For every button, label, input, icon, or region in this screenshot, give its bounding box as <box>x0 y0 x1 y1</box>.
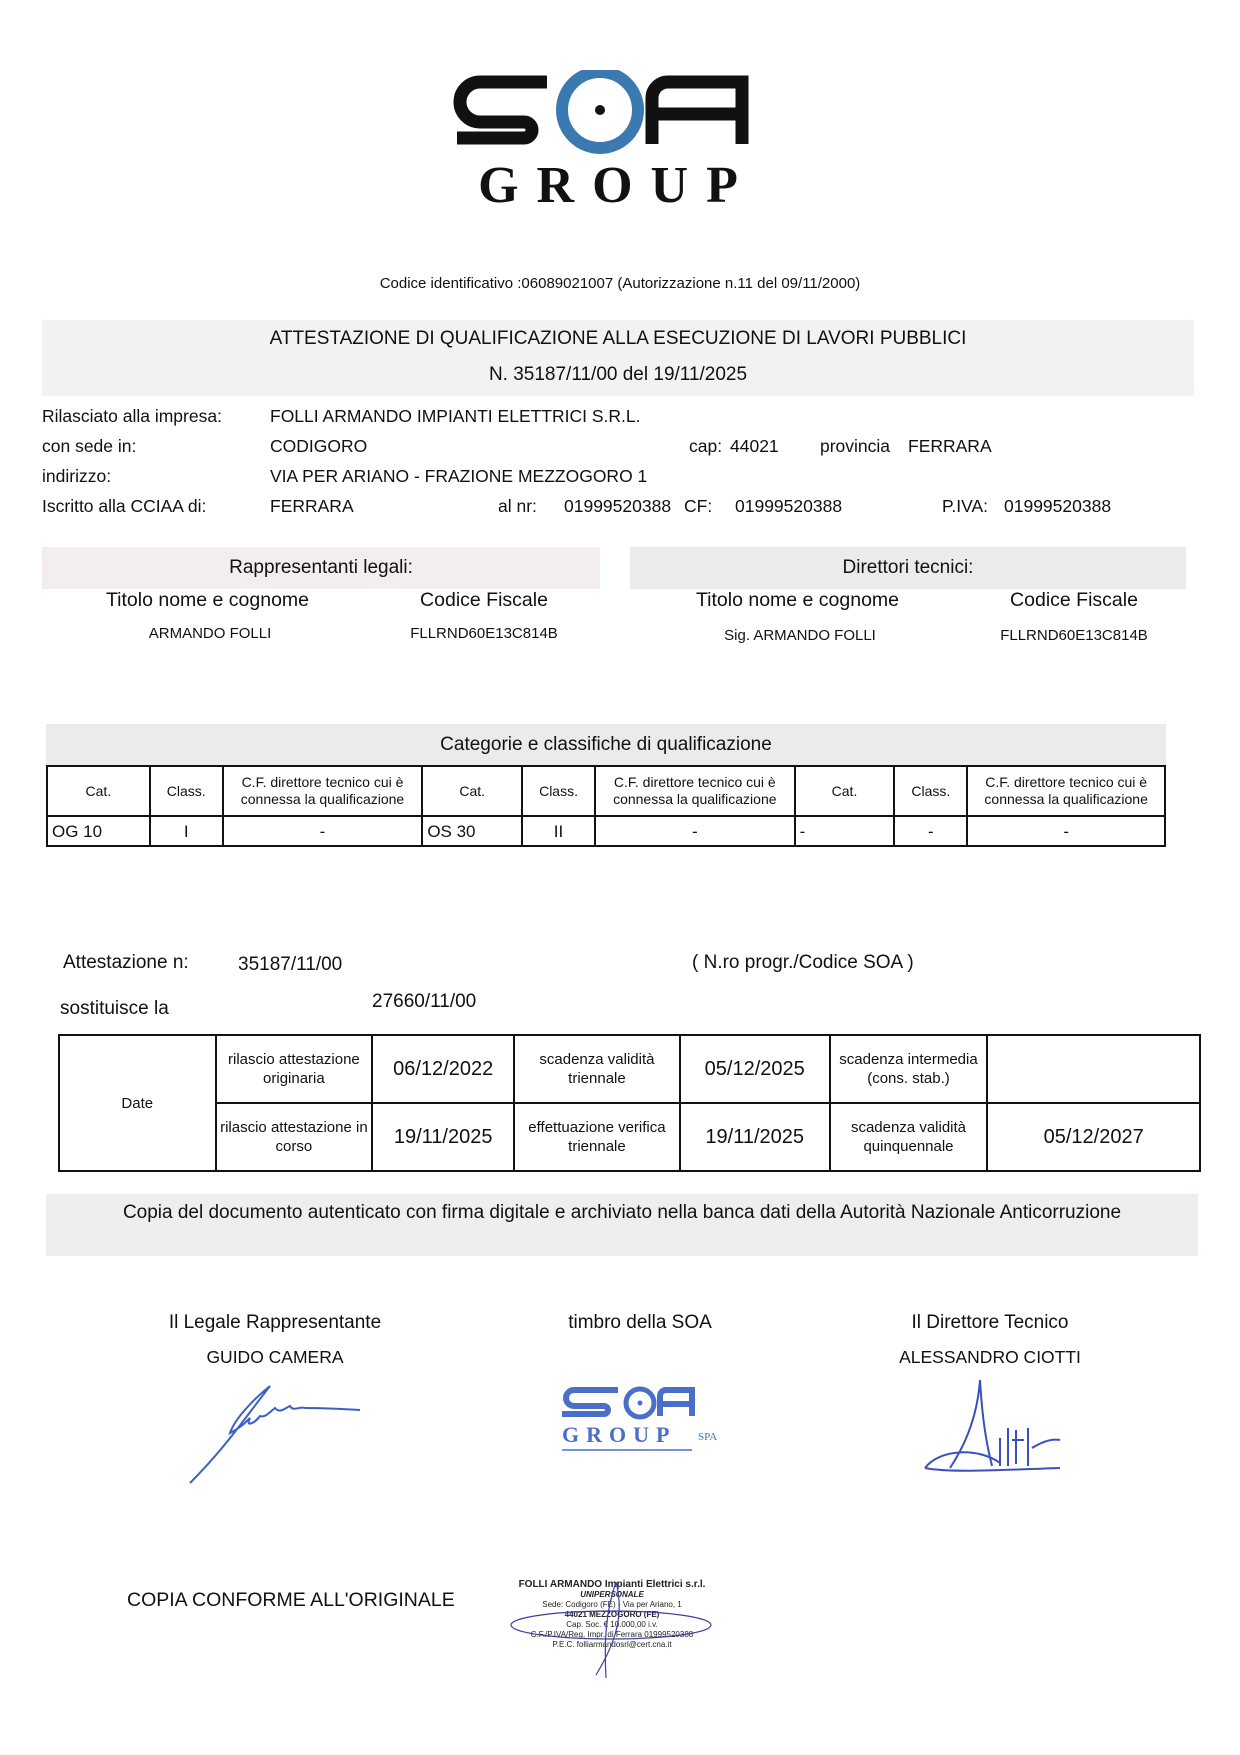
legal-rep-cf: FLLRND60E13C814B <box>410 625 558 642</box>
label-provincia: provincia <box>820 436 891 456</box>
attestation-number: 35187/11/00 <box>238 954 343 975</box>
company-info <box>0 0 1240 520</box>
label-cap: cap: <box>689 436 723 456</box>
col-header: Cat. <box>795 766 895 816</box>
dates-table <box>58 1034 1201 1172</box>
soa-stamp-icon <box>560 1384 730 1454</box>
date-value: 06/12/2022 <box>372 1035 514 1103</box>
date-label: scadenza validità triennale <box>514 1035 680 1103</box>
categories-header-row <box>47 766 1165 816</box>
legal-rep-title: Il Legale Rappresentante <box>168 1312 382 1333</box>
company-nr: 01999520388 <box>564 496 672 516</box>
soa-stamp-title: timbro della SOA <box>568 1312 712 1333</box>
document-number: N. 35187/11/00 del 19/11/2025 <box>488 364 748 385</box>
tech-director-title: Il Direttore Tecnico <box>911 1312 1069 1333</box>
replaces-number: 27660/11/00 <box>372 991 477 1012</box>
attestation-label: Attestazione n: <box>63 952 189 973</box>
authorization-code-line: Codice identificativo :06089021007 (Autorizzazione n.11 del 09/11/2000) <box>379 275 861 292</box>
tech-director-signature-icon <box>920 1378 1070 1483</box>
anac-notice: Copia del documento autenticato con firma digitale e archiviato nella banca dati della Autorità Nazionale Anticorruzione <box>46 1194 1198 1256</box>
label-sede: con sede in: <box>42 436 137 456</box>
company-provincia: FERRARA <box>908 436 992 456</box>
label-impresa: Rilasciato alla impresa: <box>42 406 222 426</box>
company-cf: 01999520388 <box>735 496 843 516</box>
stamp-signature-icon <box>506 1580 716 1680</box>
col-header: Class. <box>894 766 967 816</box>
category-cell: - <box>795 816 895 846</box>
cf-cell: - <box>595 816 795 846</box>
label-cciaa: Iscritto alla CCIAA di: <box>42 496 207 516</box>
tech-director-signer: ALESSANDRO CIOTTI <box>899 1347 1081 1367</box>
stamp-line: Sede: Codigoro (FE) - Via per Ariano, 1 <box>542 1600 682 1609</box>
label-piva: P.IVA: <box>942 496 989 516</box>
dates-row <box>59 1103 1200 1171</box>
cf-cell: - <box>223 816 423 846</box>
date-label: rilascio attestazione originaria <box>216 1035 373 1103</box>
col-header: C.F. direttore tecnico cui è connessa la qualificazione <box>967 766 1165 816</box>
tech-director-cf: FLLRND60E13C814B <box>1000 627 1148 644</box>
categories-title: Categorie e classifiche di qualificazione <box>46 724 1166 765</box>
svg-text:SPA: SPA <box>698 1431 718 1443</box>
class-cell: II <box>522 816 595 846</box>
document-title: ATTESTAZIONE DI QUALIFICAZIONE ALLA ESECUZIONE DI LAVORI PUBBLICI <box>269 328 967 349</box>
table-row <box>47 816 1165 846</box>
company-cciaa: FERRARA <box>270 496 354 516</box>
legal-reps-header: Rappresentanti legali: <box>42 547 600 589</box>
company-stamp <box>512 1580 712 1675</box>
company-address: VIA PER ARIANO - FRAZIONE MEZZOGORO 1 <box>270 466 648 486</box>
date-value: 05/12/2025 <box>680 1035 830 1103</box>
stamp-line: Cap. Soc. € 10.000,00 i.v. <box>566 1620 658 1629</box>
label-indirizzo: indirizzo: <box>42 466 112 486</box>
copy-conforme-label: COPIA CONFORME ALL'ORIGINALE <box>127 1589 455 1611</box>
date-label: scadenza intermedia (cons. stab.) <box>830 1035 988 1103</box>
class-cell: I <box>150 816 223 846</box>
class-cell: - <box>894 816 967 846</box>
stamp-line: 44021 MEZZOGORO (FE) <box>564 1610 660 1619</box>
category-cell: OG 10 <box>47 816 150 846</box>
date-label: scadenza validità quinquennale <box>830 1103 988 1171</box>
company-piva: 01999520388 <box>1004 496 1112 516</box>
col-header: Class. <box>522 766 595 816</box>
date-value: 19/11/2025 <box>680 1103 830 1171</box>
legal-rep-signature-icon <box>185 1378 365 1493</box>
legal-col-name: Titolo nome e cognome <box>105 589 310 611</box>
category-cell: OS 30 <box>422 816 522 846</box>
col-header: Class. <box>150 766 223 816</box>
legal-rep-signer: GUIDO CAMERA <box>206 1347 344 1367</box>
col-header: C.F. direttore tecnico cui è connessa la qualificazione <box>223 766 423 816</box>
svg-text:GROUP: GROUP <box>478 157 756 210</box>
svg-text:GROUP: GROUP <box>562 1422 677 1447</box>
col-header: Cat. <box>47 766 150 816</box>
company-name: FOLLI ARMANDO IMPIANTI ELETTRICI S.R.L. <box>270 406 641 426</box>
categories-table <box>46 765 1166 847</box>
dates-label: Date <box>59 1035 216 1171</box>
date-label: effettuazione verifica triennale <box>514 1103 680 1171</box>
date-label: rilascio attestazione in corso <box>216 1103 373 1171</box>
replaces-label: sostituisce la <box>60 998 169 1019</box>
label-cf: CF: <box>684 496 713 516</box>
cf-cell: - <box>967 816 1165 846</box>
company-city: CODIGORO <box>270 436 368 456</box>
tech-col-cf: Codice Fiscale <box>1010 589 1138 611</box>
col-header: Cat. <box>422 766 522 816</box>
legal-col-cf: Codice Fiscale <box>420 589 548 611</box>
company-cap: 44021 <box>730 436 779 456</box>
tech-director-name: Sig. ARMANDO FOLLI <box>724 627 876 644</box>
attestation-code-note: ( N.ro progr./Codice SOA ) <box>692 952 914 973</box>
dates-row <box>59 1035 1200 1103</box>
tech-directors-header: Direttori tecnici: <box>630 547 1186 589</box>
date-value: 05/12/2027 <box>987 1103 1200 1171</box>
legal-rep-name: ARMANDO FOLLI <box>148 625 272 642</box>
stamp-line: P.E.C. folliarmandosrl@cert.cna.it <box>552 1640 672 1649</box>
label-nr: al nr: <box>498 496 537 516</box>
tech-col-name: Titolo nome e cognome <box>695 589 900 611</box>
stamp-line: FOLLI ARMANDO Impianti Elettrici s.r.l. <box>518 1579 706 1590</box>
stamp-line: UNIPERSONALE <box>580 1590 644 1599</box>
date-value: 19/11/2025 <box>372 1103 514 1171</box>
col-header: C.F. direttore tecnico cui è connessa la qualificazione <box>595 766 795 816</box>
stamp-line: C.F./P.IVA/Reg. Impr. di Ferrara 01999520388 <box>530 1630 694 1639</box>
date-value <box>987 1035 1200 1103</box>
